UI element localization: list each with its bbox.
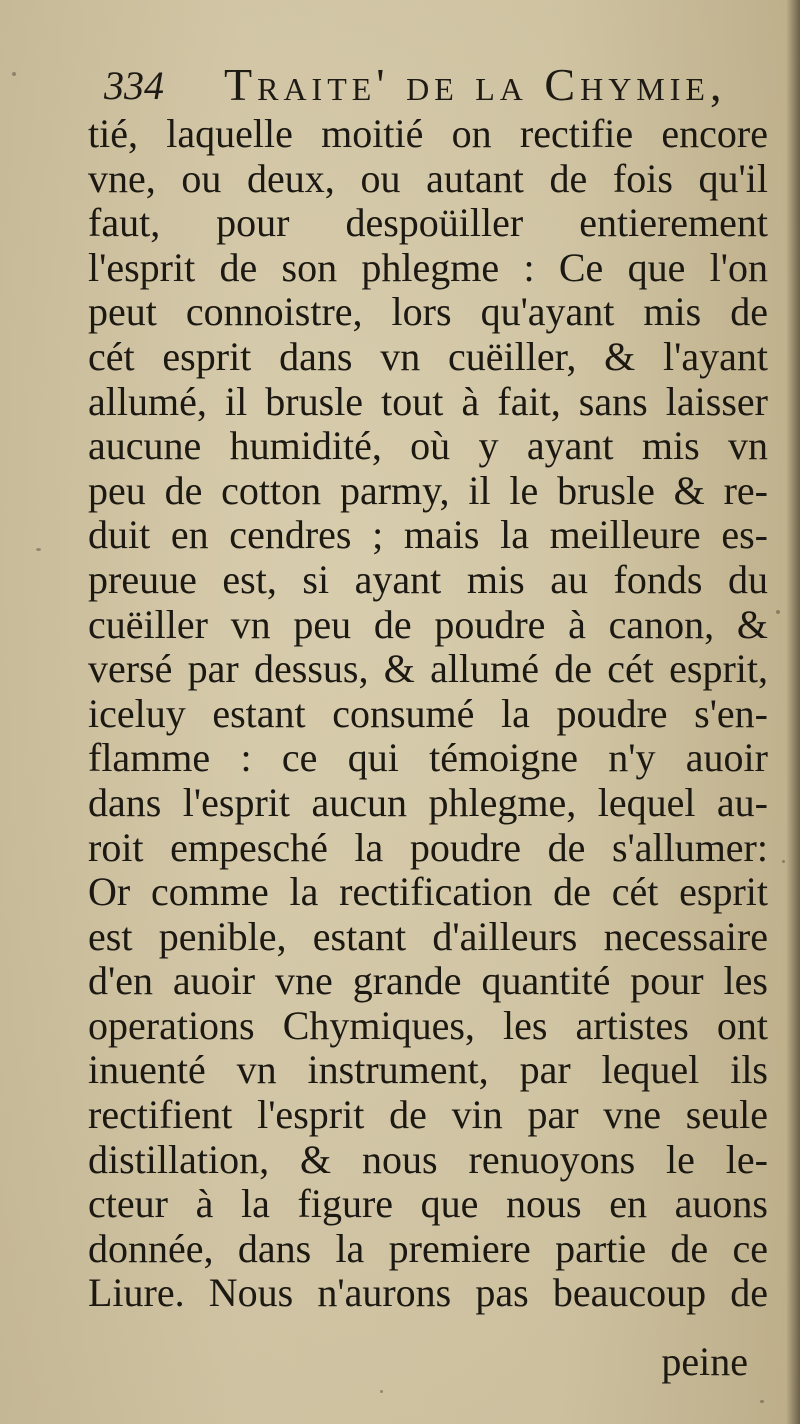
running-title: Traite' de la Chymie, bbox=[224, 59, 727, 110]
text-line: flamme : ce qui témoigne n'y auoir bbox=[88, 735, 768, 781]
text-line: vne, ou deux, ou autant de fois qu'il bbox=[88, 155, 768, 201]
text-line: cét esprit dans vn cuëiller, & l'ayant bbox=[88, 333, 768, 379]
text-line: l'esprit de son phlegme : Ce que l'on bbox=[88, 244, 768, 290]
text-line: versé par dessus, & allumé de cét esprit, bbox=[88, 646, 768, 692]
page-number: 334 bbox=[104, 63, 164, 108]
text-line: aucune humidité, où y ayant mis vn bbox=[88, 423, 768, 469]
text-line: iceluy estant consumé la poudre s'en- bbox=[88, 690, 768, 736]
text-line: dans l'esprit aucun phlegme, lequel au- bbox=[88, 779, 768, 825]
text-line: preuue est, si ayant mis au fonds du bbox=[88, 556, 768, 602]
body-text bbox=[88, 112, 768, 1316]
text-line: d'en auoir vne grande quantité pour les bbox=[88, 958, 768, 1004]
text-line: tié, laquelle moitié on rectifie encore bbox=[88, 111, 768, 156]
page-gutter-shadow bbox=[786, 0, 800, 1424]
catchword: peine bbox=[661, 1339, 748, 1384]
text-line: allumé, il brusle tout à fait, sans laisser bbox=[88, 378, 768, 424]
text-line: operations Chymiques, les artistes ont bbox=[88, 1002, 768, 1048]
text-line: cteur à la figure que nous en auons bbox=[88, 1181, 768, 1227]
text-line: faut, pour despoüiller entierement bbox=[88, 200, 768, 246]
text-line: est penible, estant d'ailleurs necessaire bbox=[88, 913, 768, 959]
text-line: distillation, & nous renuoyons le le- bbox=[88, 1136, 768, 1182]
text-line: peu de cotton parmy, il le brusle & re- bbox=[88, 467, 768, 513]
text-line: cuëiller vn peu de poudre à canon, & bbox=[88, 601, 768, 647]
text-line: Liure. Nous n'aurons pas beaucoup de bbox=[88, 1270, 768, 1316]
text-line: donnée, dans la premiere partie de ce bbox=[88, 1225, 768, 1271]
text-line: Or comme la rectification de cét esprit bbox=[88, 869, 768, 915]
text-line: duit en cendres ; mais la meilleure es- bbox=[88, 512, 768, 558]
text-line: roit empesché la poudre de s'allumer: bbox=[88, 824, 768, 870]
running-header bbox=[104, 56, 754, 118]
text-line: rectifient l'esprit de vin par vne seule bbox=[88, 1092, 768, 1138]
text-line: peut connoistre, lors qu'ayant mis de bbox=[88, 289, 768, 335]
text-line: inuenté vn instrument, par lequel ils bbox=[88, 1047, 768, 1093]
